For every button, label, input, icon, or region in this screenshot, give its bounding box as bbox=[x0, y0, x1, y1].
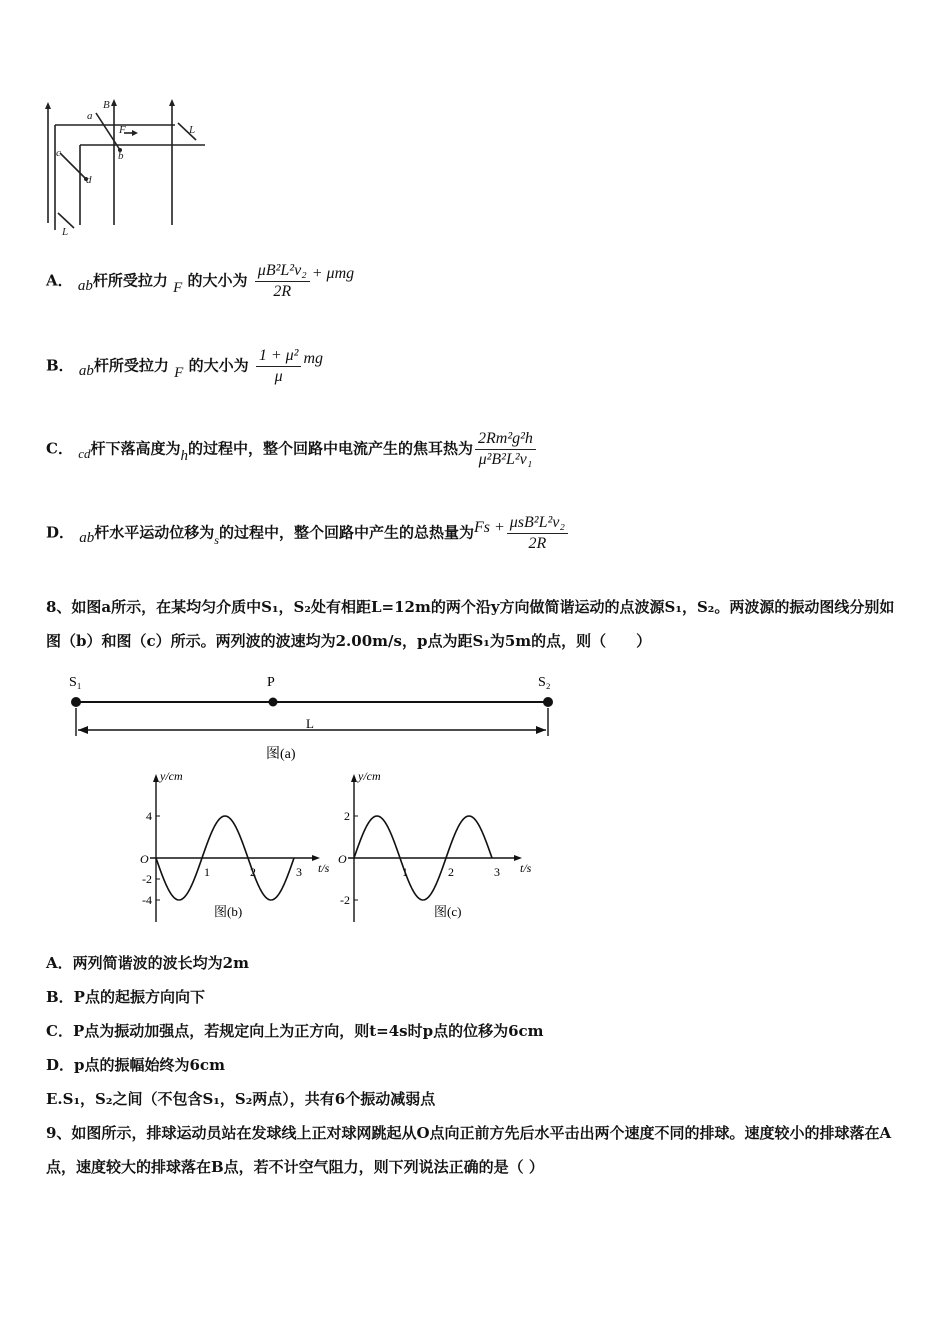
chart-caption: 图(c) bbox=[434, 904, 462, 919]
label-a: a bbox=[87, 110, 93, 122]
rails-figure bbox=[40, 95, 215, 240]
x-tick-label: 3 bbox=[296, 865, 302, 879]
formula-7b: $\frac{\text{1 + μ²}}{\mu}$ bbox=[256, 347, 302, 386]
x-tick-label: 1 bbox=[402, 865, 408, 879]
point-p bbox=[269, 698, 278, 707]
y-tick-label: 4 bbox=[146, 809, 152, 823]
label-d: d bbox=[86, 174, 92, 186]
point-s2 bbox=[543, 697, 553, 707]
formula-7d: $\frac{\text{μsB²L²v₂}}{2R}$ bbox=[507, 514, 568, 553]
y-axis-label: y/cm bbox=[160, 770, 183, 783]
formula-7a: $\frac{\text{μB²L²v₂}}{2R}$ bbox=[255, 262, 310, 301]
y-axis-arrow bbox=[153, 774, 159, 782]
y-axis-label: y/cm bbox=[358, 770, 381, 783]
label-b: b bbox=[118, 150, 124, 162]
x-axis-label: t/s bbox=[318, 861, 330, 875]
y-tick-label: -2 bbox=[340, 893, 350, 907]
origin-label: O bbox=[140, 852, 149, 866]
label-c: c bbox=[56, 147, 61, 159]
label-p: P bbox=[267, 675, 275, 690]
option-8d: D．p点的振幅始终为6cm bbox=[46, 1056, 225, 1074]
label-L: L bbox=[306, 716, 314, 731]
x-axis-label: t/s bbox=[520, 861, 532, 875]
label-F: F bbox=[119, 124, 126, 136]
formula-7c: $\frac{\text{2Rm²g²h}}{\text{μ²B²L²v₁}}$ bbox=[475, 430, 536, 469]
option-8c: C．P点为振动加强点，若规定向上为正方向，则t=4s时p点的位移为6cm bbox=[46, 1022, 544, 1040]
label-B: B bbox=[103, 99, 110, 111]
x-tick-label: 3 bbox=[494, 865, 500, 879]
label-s1: S₁ bbox=[69, 675, 82, 690]
x-tick-label: 2 bbox=[250, 865, 256, 879]
y-tick-label: 2 bbox=[344, 809, 350, 823]
option-7d: D． ab杆水平运动位移为$_s$的过程中，整个回路中产生的总热量为Fs + $\frac{\text{μsB²L²v₂}}{2R}$ bbox=[46, 514, 570, 553]
x-tick-label: 1 bbox=[204, 865, 210, 879]
chart-b bbox=[128, 770, 338, 930]
label-L-bottom: L bbox=[62, 226, 69, 238]
option-7b: B． ab杆所受拉力 F 的大小为 $\frac{\text{1 + μ²}}{\mu}$ mg bbox=[46, 347, 324, 385]
chart-caption: 图(b) bbox=[214, 904, 243, 919]
question-8-stem: 8、如图a所示，在某均匀介质中S₁，S₂处有相距L=12m的两个沿y方向做简谐运动的点波源S₁，S₂。两波源的振动图线分别如图（b）和图（c）所示。两列波的波速均为2.00m/s，p点为距S₁为5m的点，则（ ） bbox=[46, 598, 895, 650]
option-8b: B．P点的起振方向向下 bbox=[46, 988, 205, 1006]
option-8e: E.S₁，S₂之间（不包含S₁，S₂两点），共有6个振动减弱点 bbox=[46, 1090, 436, 1108]
point-s1 bbox=[71, 697, 81, 707]
chart-c bbox=[328, 770, 543, 930]
y-tick-label: -4 bbox=[142, 893, 152, 907]
label-L-top: L bbox=[189, 124, 196, 136]
question-9-stem: 9、如图所示，排球运动员站在发球线上正对球网跳起从O点向正前方先后水平击出两个速度不同的排球。速度较小的排球落在A点，速度较大的排球落在B点，若不计空气阻力，则下列说法正确的是（ ） bbox=[46, 1124, 892, 1176]
option-7a: A． ab杆所受拉力 F 的大小为 $\frac{\text{μB²L²v₂}}{2R}$ + μmg bbox=[46, 262, 355, 300]
caption-a: 图(a) bbox=[266, 747, 296, 762]
figure-a bbox=[60, 668, 570, 768]
origin-label: O bbox=[338, 852, 347, 866]
option-8a: A．两列简谐波的波长均为2m bbox=[46, 954, 249, 972]
label-s2: S₂ bbox=[538, 675, 551, 690]
x-tick-label: 2 bbox=[448, 865, 454, 879]
y-tick-label: -2 bbox=[142, 872, 152, 886]
y-axis-arrow bbox=[351, 774, 357, 782]
option-7c: C． cd杆下落高度为h的过程中，整个回路中电流产生的焦耳热为 $\frac{\text{2Rm²g²h}}{\text{μ²B²L²v₁}}$ bbox=[46, 430, 538, 469]
